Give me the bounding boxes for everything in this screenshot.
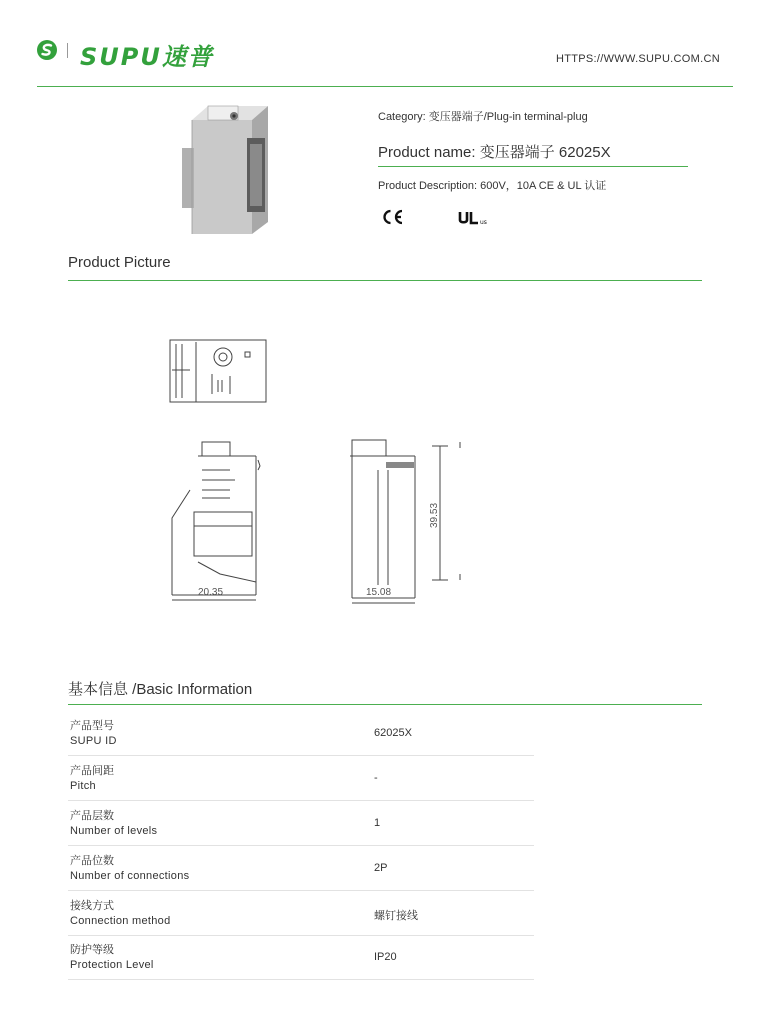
info-label-cn: 产品间距 xyxy=(70,765,114,777)
product-photo xyxy=(180,100,280,240)
supu-s-logo-icon xyxy=(36,39,58,66)
product-description: Product Description: 600V，10A CE & UL 认证 xyxy=(378,180,607,192)
technical-drawing xyxy=(160,330,490,610)
dimension-depth: 15.08 xyxy=(366,587,392,598)
info-value: 1 xyxy=(374,817,381,829)
info-label-cn: 产品型号 xyxy=(70,720,114,732)
info-value: 62025X xyxy=(374,727,412,739)
info-row-connection-method xyxy=(68,891,534,936)
info-row-levels xyxy=(68,801,534,846)
product-category: Category: 变压器端子/Plug-in terminal-plug xyxy=(378,111,588,123)
info-value: - xyxy=(374,772,378,784)
info-label-cn: 产品位数 xyxy=(70,855,114,867)
header-divider xyxy=(37,86,733,87)
logo-text: SUPU速普 xyxy=(80,43,214,71)
info-value: 2P xyxy=(374,862,388,874)
section-title-product-picture: Product Picture xyxy=(68,254,171,271)
info-label-en: Connection method xyxy=(70,915,171,927)
info-label-en: Pitch xyxy=(70,780,96,792)
info-label-cn: 接线方式 xyxy=(70,900,114,912)
basic-information-divider xyxy=(68,704,702,705)
ul-mark-icon xyxy=(457,210,493,231)
dimension-width: 20.35 xyxy=(198,587,224,598)
section-title-basic-information: 基本信息 /Basic Information xyxy=(68,681,253,698)
info-label-en: Protection Level xyxy=(70,959,154,971)
info-label-en: SUPU ID xyxy=(70,735,117,747)
info-value: IP20 xyxy=(374,951,397,963)
logo-divider xyxy=(67,43,68,58)
product-picture-divider xyxy=(68,280,702,281)
info-row-supu-id xyxy=(68,711,534,756)
info-label-en: Number of connections xyxy=(70,870,190,882)
svg-text:us: us xyxy=(480,219,487,226)
info-label-cn: 防护等级 xyxy=(70,944,114,956)
logo[interactable] xyxy=(36,38,236,71)
info-row-pitch xyxy=(68,756,534,801)
drawing-top-view xyxy=(170,340,266,402)
drawing-side-view xyxy=(350,440,460,603)
info-label-cn: 产品层数 xyxy=(70,810,114,822)
drawing-front-view xyxy=(172,442,260,600)
dimension-height: 39.53 xyxy=(429,502,441,529)
info-row-protection-level xyxy=(68,935,534,980)
info-row-connections xyxy=(68,846,534,891)
product-name: Product name: 变压器端子 62025X xyxy=(378,144,611,161)
ce-mark-icon xyxy=(380,208,406,231)
info-label-en: Number of levels xyxy=(70,825,158,837)
info-value: 螺钉接线 xyxy=(374,910,418,922)
site-url[interactable]: HTTPS://WWW.SUPU.COM.CN xyxy=(556,53,720,65)
product-name-underline xyxy=(378,166,688,167)
